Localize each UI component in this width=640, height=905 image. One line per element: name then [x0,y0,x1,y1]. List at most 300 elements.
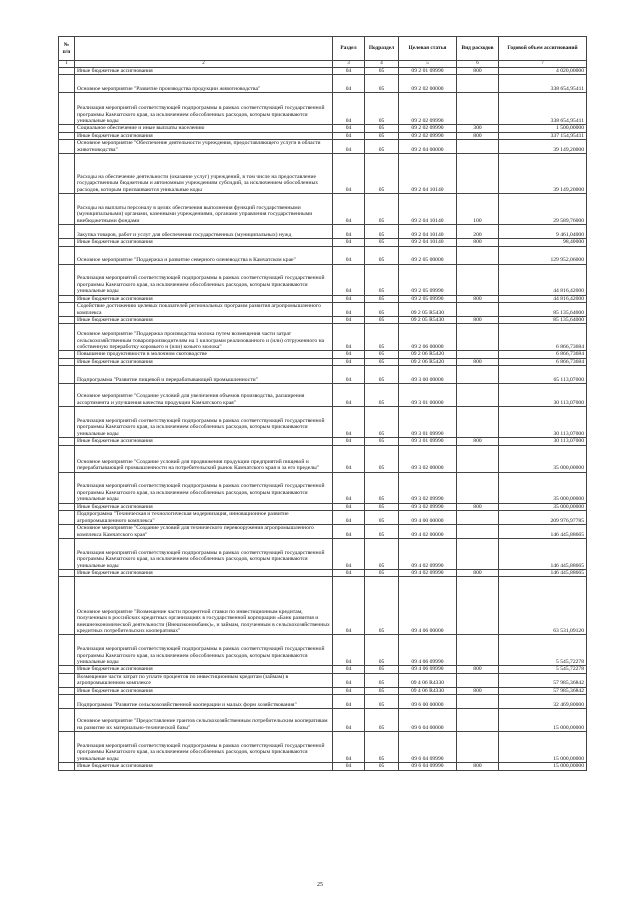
row-expense-type-cell: 800 [457,68,499,75]
col-header-podrazdel: Подраздел [365,37,399,61]
row-expense-type-cell [457,324,499,351]
row-name-cell: Расходы на выплаты персоналу в целях обеспечения выполнения функций государственными (муниципальными) органами, казенными учреждениями, органами управления государственными внебюджетными фондами [75,194,333,225]
row-expense-type-cell [457,732,499,763]
row-expense-type-cell: 200 [457,225,499,239]
row-podrazdel-cell: 05 [365,503,399,510]
col-index: 6 [457,61,499,68]
row-podrazdel-cell: 05 [365,732,399,763]
row-podrazdel-cell: 05 [365,687,399,694]
row-razdel-cell: 04 [333,666,365,673]
row-expense-type-cell: 800 [457,132,499,139]
row-target-cell: 09 3 02 00000 [399,445,457,472]
row-razdel-cell: 04 [333,358,365,365]
row-number-cell [59,384,75,407]
row-name-cell: Содействие достижению целевых показателей региональных программ развития агропромышленного комплекса [75,303,333,317]
row-razdel-cell: 04 [333,68,365,75]
row-amount-cell: 337 154,95411 [499,132,587,139]
row-podrazdel-cell: 05 [365,68,399,75]
row-target-cell: 09 2 06 R5420 [399,351,457,358]
row-name-cell: Возмещение части затрат по уплате процентов по инвестиционным кредитам (займам) в агропромышленном комплексе [75,673,333,687]
table-row [59,438,587,445]
row-number-cell [59,317,75,324]
table-row [59,732,587,763]
row-expense-type-cell: 800 [457,503,499,510]
row-target-cell: 09 3 00 00000 [399,366,457,384]
table-row [59,140,587,154]
page-number: 25 [317,882,323,888]
table-row [59,125,587,132]
row-podrazdel-cell: 05 [365,511,399,525]
row-target-cell: 09 4 06 R4330 [399,687,457,694]
row-amount-cell: 44 816,42000 [499,295,587,302]
row-podrazdel-cell: 05 [365,366,399,384]
row-name-cell: Подпрограмма "Техническая и технологическая модернизация, инновационное развитие агропромышленного комплекса" [75,511,333,525]
row-name-cell: Основное мероприятие "Обеспечение деятельности учреждения, предоставляющего услуги в области животноводства" [75,140,333,154]
row-expense-type-cell [457,366,499,384]
row-expense-type-cell [457,472,499,503]
row-podrazdel-cell: 05 [365,407,399,438]
row-expense-type-cell [457,264,499,295]
row-razdel-cell: 04 [333,351,365,358]
row-razdel-cell: 04 [333,194,365,225]
table-row [59,246,587,264]
row-number-cell [59,673,75,687]
row-number-cell [59,763,75,770]
row-razdel-cell: 04 [333,132,365,139]
row-expense-type-cell: 300 [457,125,499,132]
row-number-cell [59,525,75,539]
row-razdel-cell: 04 [333,539,365,570]
row-target-cell: 09 6 00 00000 [399,695,457,709]
table-row [59,68,587,75]
row-amount-cell: 65 113,07000 [499,366,587,384]
row-podrazdel-cell: 05 [365,317,399,324]
row-podrazdel-cell: 05 [365,225,399,239]
row-name-cell: Основное мероприятие "Возмещение части процентной ставки по инвестиционным кредитам, полученным в российских кредитных организациях в государственной корпорации «Банк развития и внешнеэкономической деятельности (Внешэкономбанк)», и займам, полученным в сельскохозяйственных кредитных потребительских кооперативах" [75,577,333,635]
row-expense-type-cell: 800 [457,438,499,445]
row-razdel-cell: 04 [333,407,365,438]
row-amount-cell: 57 985,36842 [499,687,587,694]
row-expense-type-cell: 800 [457,239,499,246]
row-number-cell [59,239,75,246]
row-amount-cell: 32 469,80000 [499,695,587,709]
row-amount-cell: 35 000,00000 [499,472,587,503]
row-razdel-cell: 04 [333,264,365,295]
row-amount-cell: 6 866,73684 [499,358,587,365]
table-row [59,445,587,472]
table-row [59,384,587,407]
row-name-cell: Основное мероприятие "Поддержка и развитие северного оленеводства в Камчатском крае" [75,246,333,264]
row-expense-type-cell [457,154,499,194]
row-razdel-cell: 04 [333,125,365,132]
row-expense-type-cell [457,407,499,438]
row-target-cell: 09 2 05 09990 [399,295,457,302]
table-header-row [59,37,587,61]
row-number-cell [59,366,75,384]
table-row [59,687,587,694]
row-number-cell [59,225,75,239]
row-name-cell: Иные бюджетные ассигнования [75,666,333,673]
row-podrazdel-cell: 05 [365,570,399,577]
row-expense-type-cell [457,511,499,525]
row-target-cell: 09 2 04 10140 [399,225,457,239]
row-target-cell: 09 2 05 R5430 [399,317,457,324]
row-amount-cell: 5 545,72278 [499,635,587,666]
row-amount-cell: 338 654,95411 [499,75,587,93]
table-row [59,525,587,539]
row-name-cell: Основное мероприятие "Создание условий для увеличения объемов производства, расширения ассортимента и улучшения качества продукции Камчатского края" [75,384,333,407]
row-razdel-cell: 04 [333,577,365,635]
row-target-cell: 09 2 04 10140 [399,239,457,246]
col-header-number: № п/п [59,37,75,61]
row-podrazdel-cell: 05 [365,695,399,709]
row-expense-type-cell [457,577,499,635]
row-podrazdel-cell: 05 [365,709,399,732]
row-number-cell [59,695,75,709]
table-row [59,503,587,510]
row-expense-type-cell: 800 [457,666,499,673]
row-razdel-cell: 04 [333,472,365,503]
row-number-cell [59,687,75,694]
table-row [59,93,587,125]
row-number-cell [59,154,75,194]
row-name-cell: Закупка товаров, работ и услуг для обеспечения государственных (муниципальных) нужд [75,225,333,239]
row-podrazdel-cell: 05 [365,635,399,666]
row-target-cell: 09 2 02 00000 [399,75,457,93]
row-target-cell: 09 4 06 R4330 [399,673,457,687]
row-expense-type-cell [457,93,499,125]
col-index: 1 [59,61,75,68]
row-amount-cell: 63 531,09120 [499,577,587,635]
row-target-cell: 09 3 01 09990 [399,407,457,438]
table-row [59,358,587,365]
row-razdel-cell: 04 [333,511,365,525]
row-amount-cell: 85 135,64000 [499,303,587,317]
row-name-cell: Иные бюджетные ассигнования [75,503,333,510]
table-row [59,264,587,295]
row-podrazdel-cell: 05 [365,303,399,317]
col-index: 3 [333,61,365,68]
column-index-row [59,61,587,68]
row-amount-cell: 1 500,00000 [499,125,587,132]
row-razdel-cell: 04 [333,366,365,384]
row-expense-type-cell [457,525,499,539]
row-razdel-cell: 04 [333,763,365,770]
row-name-cell: Основное мероприятие "Создание условий для технического перевооружения агропромышленного комплекса Камчатского края" [75,525,333,539]
row-razdel-cell: 04 [333,673,365,687]
row-razdel-cell: 04 [333,635,365,666]
row-amount-cell: 9 461,04000 [499,225,587,239]
row-expense-type-cell [457,445,499,472]
row-amount-cell: 146 445,88665 [499,570,587,577]
row-target-cell: 09 2 05 00000 [399,246,457,264]
row-target-cell: 09 3 02 09990 [399,503,457,510]
row-name-cell: Подпрограмма "Развитие сельскохозяйственной кооперации и малых форм хозяйствования" [75,695,333,709]
row-amount-cell: 15 000,00000 [499,709,587,732]
row-razdel-cell: 04 [333,709,365,732]
row-name-cell: Иные бюджетные ассигнования [75,68,333,75]
table-row [59,695,587,709]
row-expense-type-cell [457,539,499,570]
table-row [59,511,587,525]
row-name-cell: Реализация мероприятий соответствующей подпрограммы в рамках соответствующей государственной программы Камчатского края, за исключением обособленных расходов, которым присваиваются уникальные коды [75,472,333,503]
row-podrazdel-cell: 05 [365,194,399,225]
row-number-cell [59,407,75,438]
row-expense-type-cell [457,75,499,93]
row-amount-cell: 5 545,72278 [499,666,587,673]
row-podrazdel-cell: 05 [365,673,399,687]
row-razdel-cell: 04 [333,225,365,239]
row-podrazdel-cell: 05 [365,264,399,295]
row-expense-type-cell: 800 [457,763,499,770]
row-amount-cell: 338 654,95411 [499,93,587,125]
col-index: 2 [75,61,333,68]
row-number-cell [59,503,75,510]
row-razdel-cell: 04 [333,687,365,694]
row-target-cell: 09 3 02 09990 [399,472,457,503]
row-number-cell [59,570,75,577]
row-razdel-cell: 04 [333,438,365,445]
row-amount-cell: 30 113,07000 [499,407,587,438]
row-name-cell: Реализация мероприятий соответствующей подпрограммы в рамках соответствующей государственной программы Камчатского края, за исключением обособленных расходов, которым присваиваются уникальные коды [75,93,333,125]
row-podrazdel-cell: 05 [365,351,399,358]
row-amount-cell: 39 149,20000 [499,140,587,154]
row-amount-cell: 98,40000 [499,239,587,246]
row-razdel-cell: 04 [333,695,365,709]
row-number-cell [59,577,75,635]
row-number-cell [59,140,75,154]
row-name-cell: Иные бюджетные ассигнования [75,358,333,365]
col-header-name [75,37,333,61]
row-name-cell: Подпрограмма "Развитие пищевой и перерабатывающей промышленности" [75,366,333,384]
col-index: 7 [499,61,587,68]
row-amount-cell: 39 149,20000 [499,154,587,194]
row-name-cell: Реализация мероприятий соответствующей подпрограммы в рамках соответствующей государственной программы Камчатского края, за исключением обособленных расходов, которым присваиваются уникальные коды [75,407,333,438]
row-name-cell: Реализация мероприятий соответствующей подпрограммы в рамках соответствующей государственной программы Камчатского края, за исключением обособленных расходов, которым присваиваются уникальные коды [75,539,333,570]
row-target-cell: 09 4 06 00000 [399,577,457,635]
row-podrazdel-cell: 05 [365,140,399,154]
budget-table [58,36,587,771]
row-name-cell: Иные бюджетные ассигнования [75,239,333,246]
row-name-cell: Иные бюджетные ассигнования [75,132,333,139]
row-podrazdel-cell: 05 [365,132,399,139]
row-number-cell [59,194,75,225]
row-podrazdel-cell: 05 [365,438,399,445]
row-target-cell: 09 4 02 09990 [399,570,457,577]
table-row [59,763,587,770]
row-razdel-cell: 04 [333,75,365,93]
row-podrazdel-cell: 05 [365,577,399,635]
row-target-cell: 09 6 04 09990 [399,732,457,763]
row-razdel-cell: 04 [333,570,365,577]
row-razdel-cell: 04 [333,246,365,264]
row-name-cell: Расходы на обеспечение деятельности (оказание услуг) учреждений, в том числе на предоставление государственным бюджетным и автономным учреждениям субсидий, за исключением обособленных расходов, которым присваиваются уникальные коды [75,154,333,194]
row-number-cell [59,472,75,503]
row-razdel-cell: 04 [333,732,365,763]
row-name-cell: Реализация мероприятий соответствующей подпрограммы в рамках соответствующей государственной программы Камчатского края, за исключением обособленных расходов, которым присваиваются уникальные коды [75,635,333,666]
col-header-expense-type: Вид расходов [457,37,499,61]
row-amount-cell: 146 445,88665 [499,539,587,570]
row-expense-type-cell [457,635,499,666]
row-razdel-cell: 04 [333,324,365,351]
row-razdel-cell: 04 [333,93,365,125]
row-name-cell: Реализация мероприятий соответствующей подпрограммы в рамках соответствующей государственной программы Камчатского края, за исключением обособленных расходов, которым присваиваются уникальные коды [75,264,333,295]
row-name-cell: Основное мероприятие "Создание условий для продвижения продукции предприятий пищевой и перерабатывающей промышленности на потребительский рынок Камчатского края и за его пределы" [75,445,333,472]
table-row [59,317,587,324]
row-target-cell: 09 2 05 R5430 [399,303,457,317]
row-podrazdel-cell: 05 [365,666,399,673]
table-row [59,366,587,384]
row-number-cell [59,351,75,358]
row-expense-type-cell [457,303,499,317]
row-amount-cell: 6 866,73684 [499,324,587,351]
row-razdel-cell: 04 [333,140,365,154]
row-podrazdel-cell: 05 [365,472,399,503]
col-index: 4 [365,61,399,68]
row-podrazdel-cell: 05 [365,384,399,407]
row-target-cell: 09 2 06 00000 [399,324,457,351]
table-row [59,132,587,139]
row-expense-type-cell [457,673,499,687]
row-amount-cell: 44 816,42000 [499,264,587,295]
table-row [59,75,587,93]
row-number-cell [59,445,75,472]
row-expense-type-cell [457,695,499,709]
row-razdel-cell: 04 [333,295,365,302]
table-row [59,709,587,732]
row-amount-cell: 29 589,76000 [499,194,587,225]
table-row [59,194,587,225]
table-row [59,239,587,246]
row-amount-cell: 57 985,36842 [499,673,587,687]
row-target-cell: 09 2 04 00000 [399,140,457,154]
row-expense-type-cell [457,709,499,732]
row-target-cell: 09 2 02 09990 [399,93,457,125]
row-razdel-cell: 04 [333,239,365,246]
row-number-cell [59,358,75,365]
row-amount-cell: 15 000,00000 [499,763,587,770]
row-podrazdel-cell: 05 [365,445,399,472]
table-row [59,351,587,358]
row-number-cell [59,295,75,302]
row-amount-cell: 6 866,73684 [499,351,587,358]
row-target-cell: 09 2 02 09990 [399,125,457,132]
row-amount-cell: 209 976,97785 [499,511,587,525]
row-number-cell [59,732,75,763]
row-razdel-cell: 04 [333,317,365,324]
table-row [59,472,587,503]
row-podrazdel-cell: 05 [365,539,399,570]
row-number-cell [59,75,75,93]
row-target-cell: 09 2 06 R5420 [399,358,457,365]
row-number-cell [59,264,75,295]
row-number-cell [59,246,75,264]
row-expense-type-cell: 100 [457,194,499,225]
row-expense-type-cell [457,246,499,264]
row-name-cell: Социальное обеспечение и иные выплаты населению [75,125,333,132]
col-header-target: Целевая статья [399,37,457,61]
row-target-cell: 09 2 05 09990 [399,264,457,295]
row-podrazdel-cell: 05 [365,154,399,194]
table-row [59,303,587,317]
row-name-cell: Иные бюджетные ассигнования [75,687,333,694]
row-podrazdel-cell: 05 [365,295,399,302]
row-razdel-cell: 04 [333,445,365,472]
row-number-cell [59,438,75,445]
row-amount-cell: 35 000,00000 [499,445,587,472]
row-target-cell: 09 6 04 00000 [399,709,457,732]
table-row [59,673,587,687]
row-expense-type-cell: 800 [457,687,499,694]
row-expense-type-cell: 800 [457,358,499,365]
row-target-cell: 09 4 06 09990 [399,666,457,673]
row-name-cell: Повышение продуктивности в молочном скотоводстве [75,351,333,358]
row-podrazdel-cell: 05 [365,75,399,93]
row-podrazdel-cell: 05 [365,358,399,365]
row-expense-type-cell: 800 [457,570,499,577]
row-target-cell: 09 2 02 09990 [399,132,457,139]
table-row [59,570,587,577]
row-amount-cell: 30 113,07000 [499,384,587,407]
row-expense-type-cell [457,140,499,154]
row-razdel-cell: 04 [333,525,365,539]
row-name-cell: Иные бюджетные ассигнования [75,570,333,577]
row-number-cell [59,511,75,525]
row-amount-cell: 35 000,00000 [499,503,587,510]
table-body [59,68,587,771]
row-number-cell [59,125,75,132]
row-name-cell: Иные бюджетные ассигнования [75,317,333,324]
row-number-cell [59,666,75,673]
row-name-cell: Иные бюджетные ассигнования [75,295,333,302]
row-name-cell: Основное мероприятие "Развитие производства продукции животноводства" [75,75,333,93]
row-amount-cell: 15 000,00000 [499,732,587,763]
row-amount-cell: 129 952,06000 [499,246,587,264]
row-amount-cell: 85 135,64000 [499,317,587,324]
row-target-cell: 09 3 01 00000 [399,384,457,407]
row-razdel-cell: 04 [333,154,365,194]
row-expense-type-cell: 800 [457,317,499,324]
row-target-cell: 09 2 04 10140 [399,154,457,194]
row-number-cell [59,303,75,317]
row-razdel-cell: 04 [333,503,365,510]
row-podrazdel-cell: 05 [365,525,399,539]
row-target-cell: 09 6 04 09990 [399,763,457,770]
row-number-cell [59,93,75,125]
row-podrazdel-cell: 05 [365,324,399,351]
row-amount-cell: 30 113,07000 [499,438,587,445]
row-amount-cell: 146 445,88665 [499,525,587,539]
col-index: 5 [399,61,457,68]
row-number-cell [59,709,75,732]
row-target-cell: 09 4 00 00000 [399,511,457,525]
row-expense-type-cell [457,351,499,358]
row-target-cell: 09 2 04 10140 [399,194,457,225]
table-row [59,407,587,438]
document-page [58,36,586,771]
col-header-amount: Годовой объем ассигнований [499,37,587,61]
row-razdel-cell: 04 [333,303,365,317]
table-row [59,295,587,302]
table-row [59,225,587,239]
table-row [59,666,587,673]
row-target-cell: 09 2 01 09990 [399,68,457,75]
row-name-cell: Основное мероприятие "Поддержка производства молока путем возмещения части затрат сельскохозяйственным товаропроизводителям на 1 килограмм реализованного и (или) отгруженного на собственную переработку коровьего и (или) козьего молока" [75,324,333,351]
row-number-cell [59,132,75,139]
row-number-cell [59,68,75,75]
row-target-cell: 09 4 02 00000 [399,525,457,539]
table-row [59,539,587,570]
